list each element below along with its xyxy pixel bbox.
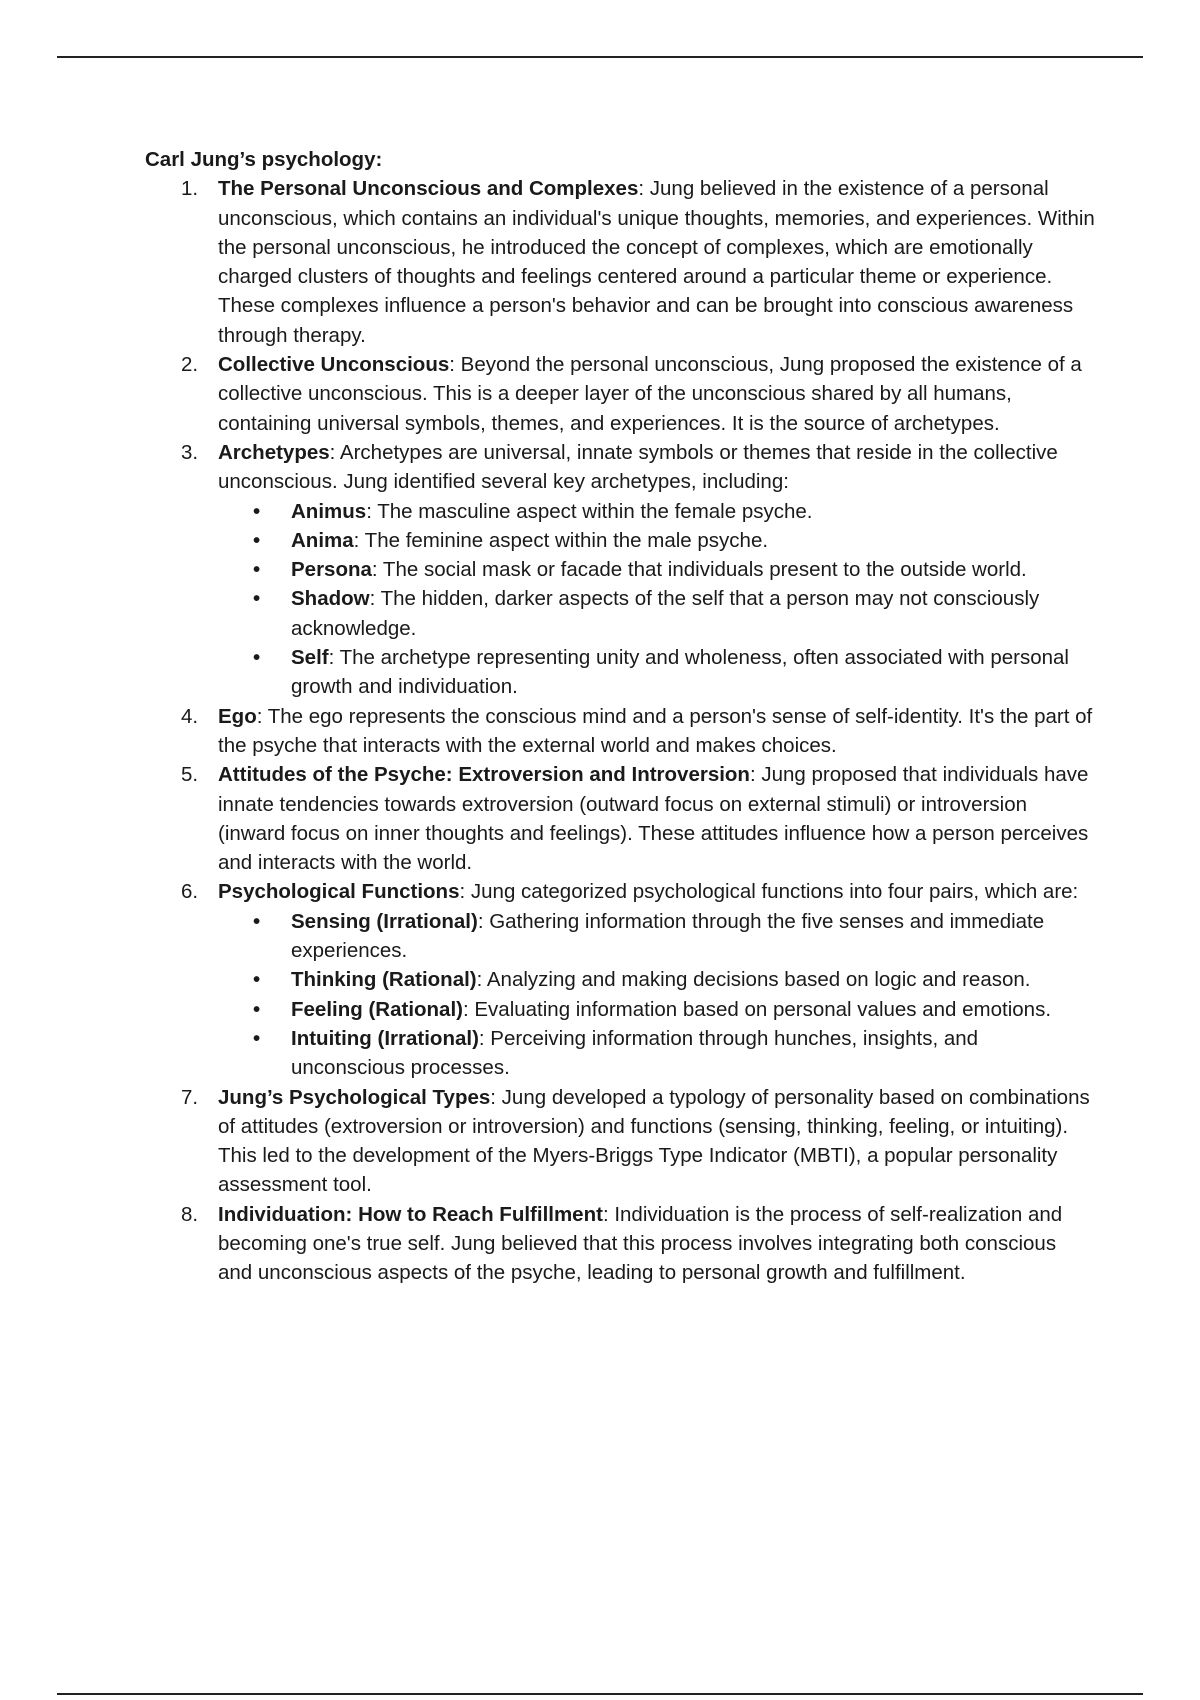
bullet-term: Intuiting (Irrational) xyxy=(291,1026,479,1050)
document-title: Carl Jung’s psychology: xyxy=(145,148,383,171)
item-number: 6. xyxy=(181,880,199,904)
bullet-item xyxy=(253,497,1095,526)
bullet-icon: • xyxy=(253,499,261,523)
item-term: Attitudes of the Psyche: Extroversion and Introversion xyxy=(218,763,750,787)
bullet-icon: • xyxy=(253,646,261,670)
bullet-icon: • xyxy=(253,558,261,582)
bullet-text: : The hidden, darker aspects of the self that a person may not consciously acknowledge. xyxy=(291,587,1040,640)
list-item-2 xyxy=(181,350,1095,438)
functions-bullet-list xyxy=(218,907,1095,1083)
bullet-term: Persona xyxy=(291,558,372,582)
bullet-icon: • xyxy=(253,528,261,552)
bullet-term: Anima xyxy=(291,528,354,552)
bullet-term: Shadow xyxy=(291,587,370,611)
document-body xyxy=(145,145,1095,1288)
item-number: 1. xyxy=(181,177,199,201)
item-term: Psychological Functions xyxy=(218,880,460,904)
bullet-icon: • xyxy=(253,968,261,992)
item-text: : Beyond the personal unconscious, Jung proposed the existence of a collective unconscious. This is a deeper layer of the unconscious shared by all humans, containing universal symbols, themes, and experiences. It is the source of archetypes. xyxy=(218,353,1082,435)
bullet-item xyxy=(253,995,1095,1024)
bullet-term: Self xyxy=(291,646,329,670)
item-text: : Jung categorized psychological functions into four pairs, which are: xyxy=(459,880,1079,904)
list-item-6 xyxy=(181,877,1095,1082)
item-term: The Personal Unconscious and Complexes xyxy=(218,177,639,201)
bullet-item xyxy=(253,526,1095,555)
list-item-4 xyxy=(181,702,1095,761)
bullet-icon: • xyxy=(253,587,261,611)
bullet-term: Feeling (Rational) xyxy=(291,997,463,1021)
bullet-text: : The social mask or facade that individuals present to the outside world. xyxy=(371,558,1027,582)
bottom-rule xyxy=(57,1693,1143,1695)
item-term: Archetypes xyxy=(218,440,330,464)
list-item-8 xyxy=(181,1200,1095,1288)
item-text: : Jung believed in the existence of a personal unconscious, which contains an individual's unique thoughts, memories, and experiences. Within the personal unconscious, he introduced the concept of complexes, which are emotionally charged clusters of thoughts and feelings centered around a particular theme or experience. These complexes influence a person's behavior and can be brought into conscious awareness through therapy. xyxy=(218,177,1095,347)
item-number: 4. xyxy=(181,704,199,728)
bullet-item xyxy=(253,584,1095,643)
list-item-3 xyxy=(181,438,1095,702)
item-term: Jung’s Psychological Types xyxy=(218,1085,491,1109)
item-number: 7. xyxy=(181,1085,199,1109)
bullet-text: : Gathering information through the five senses and immediate experiences. xyxy=(291,909,1045,963)
item-number: 2. xyxy=(181,353,199,377)
bullet-icon: • xyxy=(253,909,261,933)
list-item-5 xyxy=(181,760,1095,877)
numbered-list xyxy=(145,174,1095,1287)
bullet-item xyxy=(253,1024,1095,1083)
item-text: : The ego represents the conscious mind and a person's sense of self-identity. It's the part of the psyche that interacts with the external world and makes choices. xyxy=(218,704,1093,757)
item-number: 8. xyxy=(181,1202,199,1226)
item-text: : Individuation is the process of self-realization and becoming one's true self. Jung believed that this process involves integrating both conscious and unconscious aspects of the psyche, leading to personal growth and fulfillment. xyxy=(218,1202,1063,1285)
item-text: : Jung developed a typology of personality based on combinations of attitudes (extroversion or introversion) and functions (sensing, thinking, feeling, or intuiting). This led to the development of the Myers-Briggs Type Indicator (MBTI), a popular personality assessment tool. xyxy=(218,1085,1090,1197)
bullet-icon: • xyxy=(253,997,261,1021)
bullet-item xyxy=(253,907,1095,966)
bullet-icon: • xyxy=(253,1026,261,1050)
bullet-item xyxy=(253,643,1095,702)
item-term: Ego xyxy=(218,704,257,728)
bullet-text: : Perceiving information through hunches, insights, and unconscious processes. xyxy=(291,1026,979,1080)
archetypes-bullet-list xyxy=(218,497,1095,702)
bullet-item xyxy=(253,965,1095,994)
bullet-text: : Analyzing and making decisions based on logic and reason. xyxy=(476,968,1031,992)
list-item-1 xyxy=(181,174,1095,350)
bullet-text: : The masculine aspect within the female psyche. xyxy=(366,499,813,523)
top-rule xyxy=(57,56,1143,58)
bullet-term: Thinking (Rational) xyxy=(291,968,477,992)
item-term: Collective Unconscious xyxy=(218,353,450,377)
bullet-text: : The archetype representing unity and wholeness, often associated with personal growth and individuation. xyxy=(291,646,1069,699)
bullet-term: Animus xyxy=(291,499,367,523)
item-text: : Archetypes are universal, innate symbols or themes that reside in the collective unconscious. Jung identified several key archetypes, including: xyxy=(218,440,1058,494)
bullet-text: : The feminine aspect within the male psyche. xyxy=(353,528,769,552)
item-term: Individuation: How to Reach Fulfillment xyxy=(218,1202,603,1226)
item-number: 5. xyxy=(181,763,199,787)
list-item-7 xyxy=(181,1083,1095,1200)
bullet-item xyxy=(253,555,1095,584)
item-number: 3. xyxy=(181,440,199,464)
item-text: : Jung proposed that individuals have innate tendencies towards extroversion (outward focus on external stimuli) or introversion (inward focus on inner thoughts and feelings). These attitudes influence how a person perceives and interacts with the world. xyxy=(218,763,1089,875)
bullet-term: Sensing (Irrational) xyxy=(291,909,478,933)
bullet-text: : Evaluating information based on personal values and emotions. xyxy=(462,997,1052,1021)
